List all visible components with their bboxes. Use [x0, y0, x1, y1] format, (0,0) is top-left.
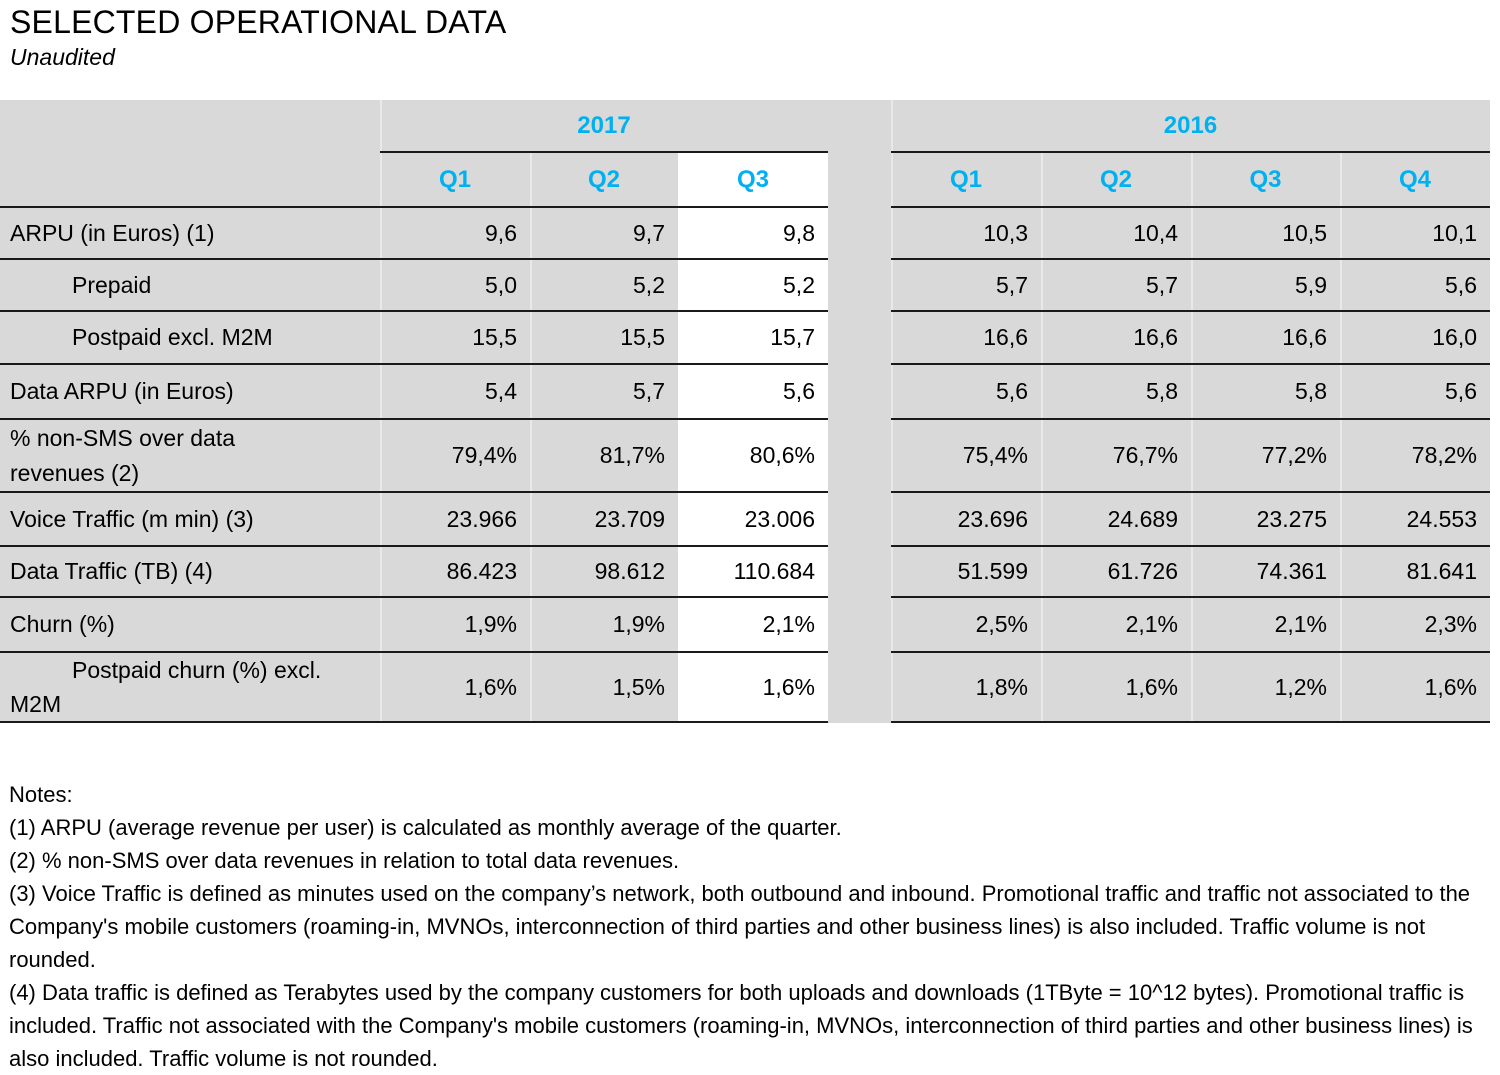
table-cell: 23.966 [380, 493, 530, 547]
table-cell: 1,5% [530, 653, 678, 723]
table-cell: 1,6% [678, 653, 828, 723]
spacer-cell [828, 365, 891, 420]
row-label-prepaid: Prepaid [0, 260, 380, 312]
table-cell: 5,6 [678, 365, 828, 420]
spacer-cell [828, 598, 891, 653]
quarter-header-2016-q3: Q3 [1191, 153, 1340, 208]
note-item-2: (2) % non-SMS over data revenues in relation to total data revenues. [9, 848, 680, 873]
quarter-header-2017-q1: Q1 [380, 153, 530, 208]
spacer-cell [828, 208, 891, 260]
table-cell: 15,7 [678, 312, 828, 365]
table-cell: 2,5% [891, 598, 1041, 653]
notes-section [9, 778, 1492, 1075]
notes-heading: Notes: [9, 782, 73, 807]
table-cell: 2,1% [1191, 598, 1340, 653]
table-cell: 61.726 [1041, 547, 1191, 598]
table-cell: 24.689 [1041, 493, 1191, 547]
table-cell: 5,8 [1191, 365, 1340, 420]
quarter-header-2016-q2: Q2 [1041, 153, 1191, 208]
table-cell: 5,4 [380, 365, 530, 420]
table-cell: 16,6 [1041, 312, 1191, 365]
table-cell: 5,6 [891, 365, 1041, 420]
table-cell: 76,7% [1041, 420, 1191, 493]
spacer-cell [828, 547, 891, 598]
table-cell: 23.709 [530, 493, 678, 547]
spacer-cell [828, 420, 891, 493]
table-cell: 5,6 [1340, 260, 1490, 312]
table-cell: 51.599 [891, 547, 1041, 598]
table-cell: 1,2% [1191, 653, 1340, 723]
note-item-4: (4) Data traffic is defined as Terabytes used by the company customers for both uploads and downloads (1TByte = 10^12 bytes). Promotional traffic is included. Traffic not associated with the Company's mobile customers (roaming-in, MVNOs, interconnection of third parties and other business lines) is also included. Traffic volume is not rounded. [9, 980, 1473, 1071]
table-cell: 9,8 [678, 208, 828, 260]
row-label-arpu: ARPU (in Euros) (1) [0, 208, 380, 260]
table-cell: 1,9% [530, 598, 678, 653]
table-cell: 1,9% [380, 598, 530, 653]
table-cell: 23.006 [678, 493, 828, 547]
spacer-cell [828, 100, 891, 153]
table-cell: 10,1 [1340, 208, 1490, 260]
table-cell: 23.696 [891, 493, 1041, 547]
note-item-3: (3) Voice Traffic is defined as minutes used on the company’s network, both outbound and inbound. Promotional traffic and traffic not associated to the Company's mobile customers (roaming-in, MVNOs, interconnection of third parties and other business lines) is also included. Traffic volume is not rounded. [9, 881, 1471, 972]
table-cell: 15,5 [530, 312, 678, 365]
table-cell: 23.275 [1191, 493, 1340, 547]
table-cell: 16,6 [891, 312, 1041, 365]
quarter-header-2017-q3: Q3 [678, 153, 828, 208]
table-cell: 1,6% [380, 653, 530, 723]
table-cell: 77,2% [1191, 420, 1340, 493]
table-cell: 80,6% [678, 420, 828, 493]
table-cell: 16,6 [1191, 312, 1340, 365]
row-label-data-arpu: Data ARPU (in Euros) [0, 365, 380, 420]
row-label-churn: Churn (%) [0, 598, 380, 653]
table-cell: 2,3% [1340, 598, 1490, 653]
table-cell: 5,6 [1340, 365, 1490, 420]
row-label-postpaid: Postpaid excl. M2M [0, 312, 380, 365]
table-cell: 5,7 [1041, 260, 1191, 312]
row-label-data-traffic: Data Traffic (TB) (4) [0, 547, 380, 598]
row-label-postpaid-churn: Postpaid churn (%) excl. M2M [0, 653, 380, 723]
table-corner-cell [0, 100, 380, 153]
table-cell: 1,6% [1041, 653, 1191, 723]
table-cell: 5,9 [1191, 260, 1340, 312]
table-cell: 1,6% [1340, 653, 1490, 723]
table-cell: 78,2% [1340, 420, 1490, 493]
table-cell: 5,8 [1041, 365, 1191, 420]
row-label-voice-traffic: Voice Traffic (m min) (3) [0, 493, 380, 547]
table-cell: 9,7 [530, 208, 678, 260]
spacer-cell [828, 653, 891, 723]
table-cell: 81,7% [530, 420, 678, 493]
operational-data-table [0, 100, 1490, 723]
year-header-2017: 2017 [380, 100, 828, 153]
table-cell: 1,8% [891, 653, 1041, 723]
table-cell: 74.361 [1191, 547, 1340, 598]
year-header-2016: 2016 [891, 100, 1490, 153]
page-title: SELECTED OPERATIONAL DATA [10, 4, 507, 40]
table-cell: 9,6 [380, 208, 530, 260]
table-cell: 10,3 [891, 208, 1041, 260]
quarter-header-2016-q1: Q1 [891, 153, 1041, 208]
spacer-cell [828, 312, 891, 365]
table-cell: 5,7 [530, 365, 678, 420]
table-cell: 2,1% [678, 598, 828, 653]
table-cell: 5,7 [891, 260, 1041, 312]
table-cell: 24.553 [1340, 493, 1490, 547]
table-cell: 98.612 [530, 547, 678, 598]
table-cell: 86.423 [380, 547, 530, 598]
table-cell: 5,2 [530, 260, 678, 312]
table-cell: 10,5 [1191, 208, 1340, 260]
quarter-header-blank [0, 153, 380, 208]
table-cell: 79,4% [380, 420, 530, 493]
quarter-header-2017-q2: Q2 [530, 153, 678, 208]
table-cell: 75,4% [891, 420, 1041, 493]
spacer-cell [828, 260, 891, 312]
table-cell: 16,0 [1340, 312, 1490, 365]
row-label-non-sms: % non-SMS over data revenues (2) [0, 420, 380, 493]
spacer-cell [828, 153, 891, 208]
table-cell: 81.641 [1340, 547, 1490, 598]
note-item-1: (1) ARPU (average revenue per user) is calculated as monthly average of the quarter. [9, 815, 842, 840]
table-cell: 2,1% [1041, 598, 1191, 653]
table-cell: 110.684 [678, 547, 828, 598]
table-cell: 5,0 [380, 260, 530, 312]
table-cell: 10,4 [1041, 208, 1191, 260]
spacer-cell [828, 493, 891, 547]
quarter-header-2016-q4: Q4 [1340, 153, 1490, 208]
page-subtitle: Unaudited [10, 44, 115, 70]
table-cell: 15,5 [380, 312, 530, 365]
table-cell: 5,2 [678, 260, 828, 312]
